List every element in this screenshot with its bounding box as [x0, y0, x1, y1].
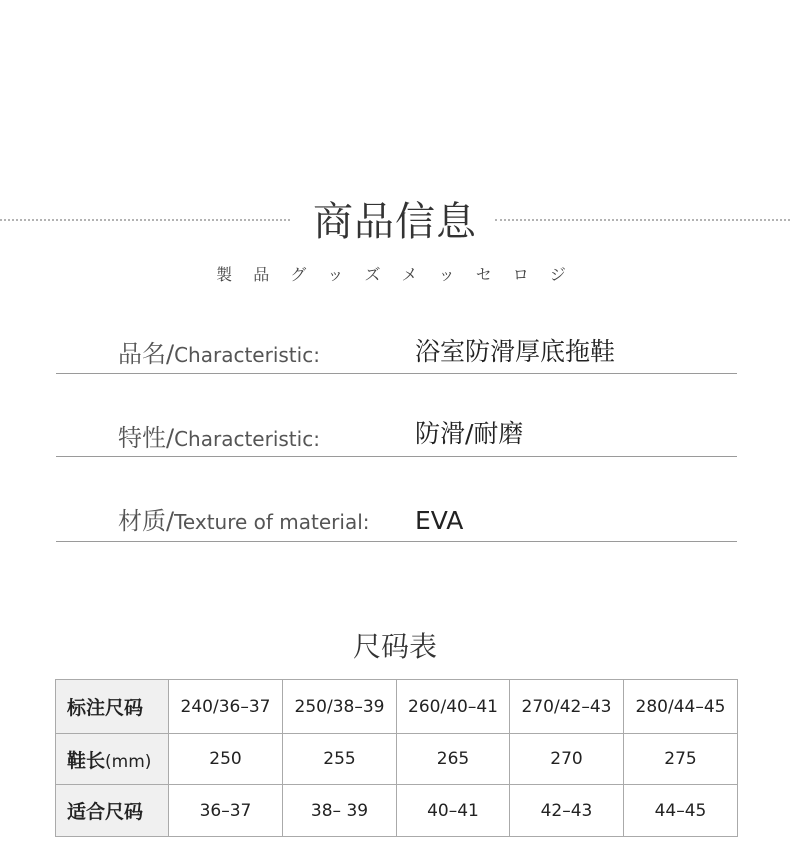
- table-cell: 240/36–37: [169, 680, 283, 734]
- table-cell: 250/38–39: [283, 680, 397, 734]
- table-cell: 38– 39: [283, 785, 397, 837]
- table-row: [56, 734, 738, 785]
- size-chart-table: [55, 679, 738, 837]
- table-cell: 265: [397, 734, 510, 785]
- table-cell: 42–43: [510, 785, 624, 837]
- info-value-name: 浴室防滑厚底拖鞋: [415, 337, 616, 366]
- table-cell: 270/42–43: [510, 680, 624, 734]
- row-header-text: 标注尺码: [67, 697, 144, 719]
- info-row-divider: [56, 372, 737, 374]
- table-cell: 260/40–41: [397, 680, 510, 734]
- info-value-feature: 防滑/耐磨: [415, 419, 524, 448]
- size-chart-title: 尺码表: [352, 630, 437, 663]
- page-subtitle: 製 品 グ ッ ズ メ ッ セ ロ ジ: [216, 265, 574, 284]
- info-label-cn: 材质/: [118, 507, 175, 535]
- info-label-cn: 品名/: [118, 340, 175, 368]
- info-value-material: EVA: [415, 506, 464, 535]
- row-header-text: 鞋长: [67, 749, 106, 772]
- table-cell: 36–37: [169, 785, 283, 837]
- row-header-fit-size: [56, 785, 169, 837]
- page-title: 商品信息: [313, 199, 477, 245]
- table-cell: 255: [283, 734, 397, 785]
- row-header-text: 适合尺码: [67, 801, 144, 823]
- table-row: [56, 785, 738, 837]
- info-label-en: Texture of material:: [174, 510, 370, 534]
- row-header-unit: (mm): [105, 751, 152, 772]
- table-cell: 44–45: [624, 785, 738, 837]
- info-row-divider: [56, 540, 737, 542]
- table-cell: 275: [624, 734, 738, 785]
- info-label-name: [118, 336, 320, 373]
- info-label-material: [118, 503, 370, 540]
- info-label-feature: [118, 420, 320, 457]
- table-row: [56, 680, 738, 734]
- row-header-labeled-size: [56, 680, 169, 734]
- info-label-cn: 特性/: [118, 424, 175, 452]
- row-header-shoe-length: [56, 734, 169, 785]
- info-row-divider: [56, 455, 737, 457]
- info-label-en: Characteristic:: [174, 343, 320, 367]
- table-cell: 280/44–45: [624, 680, 738, 734]
- table-cell: 270: [510, 734, 624, 785]
- info-label-en: Characteristic:: [174, 427, 320, 451]
- table-cell: 40–41: [397, 785, 510, 837]
- table-cell: 250: [169, 734, 283, 785]
